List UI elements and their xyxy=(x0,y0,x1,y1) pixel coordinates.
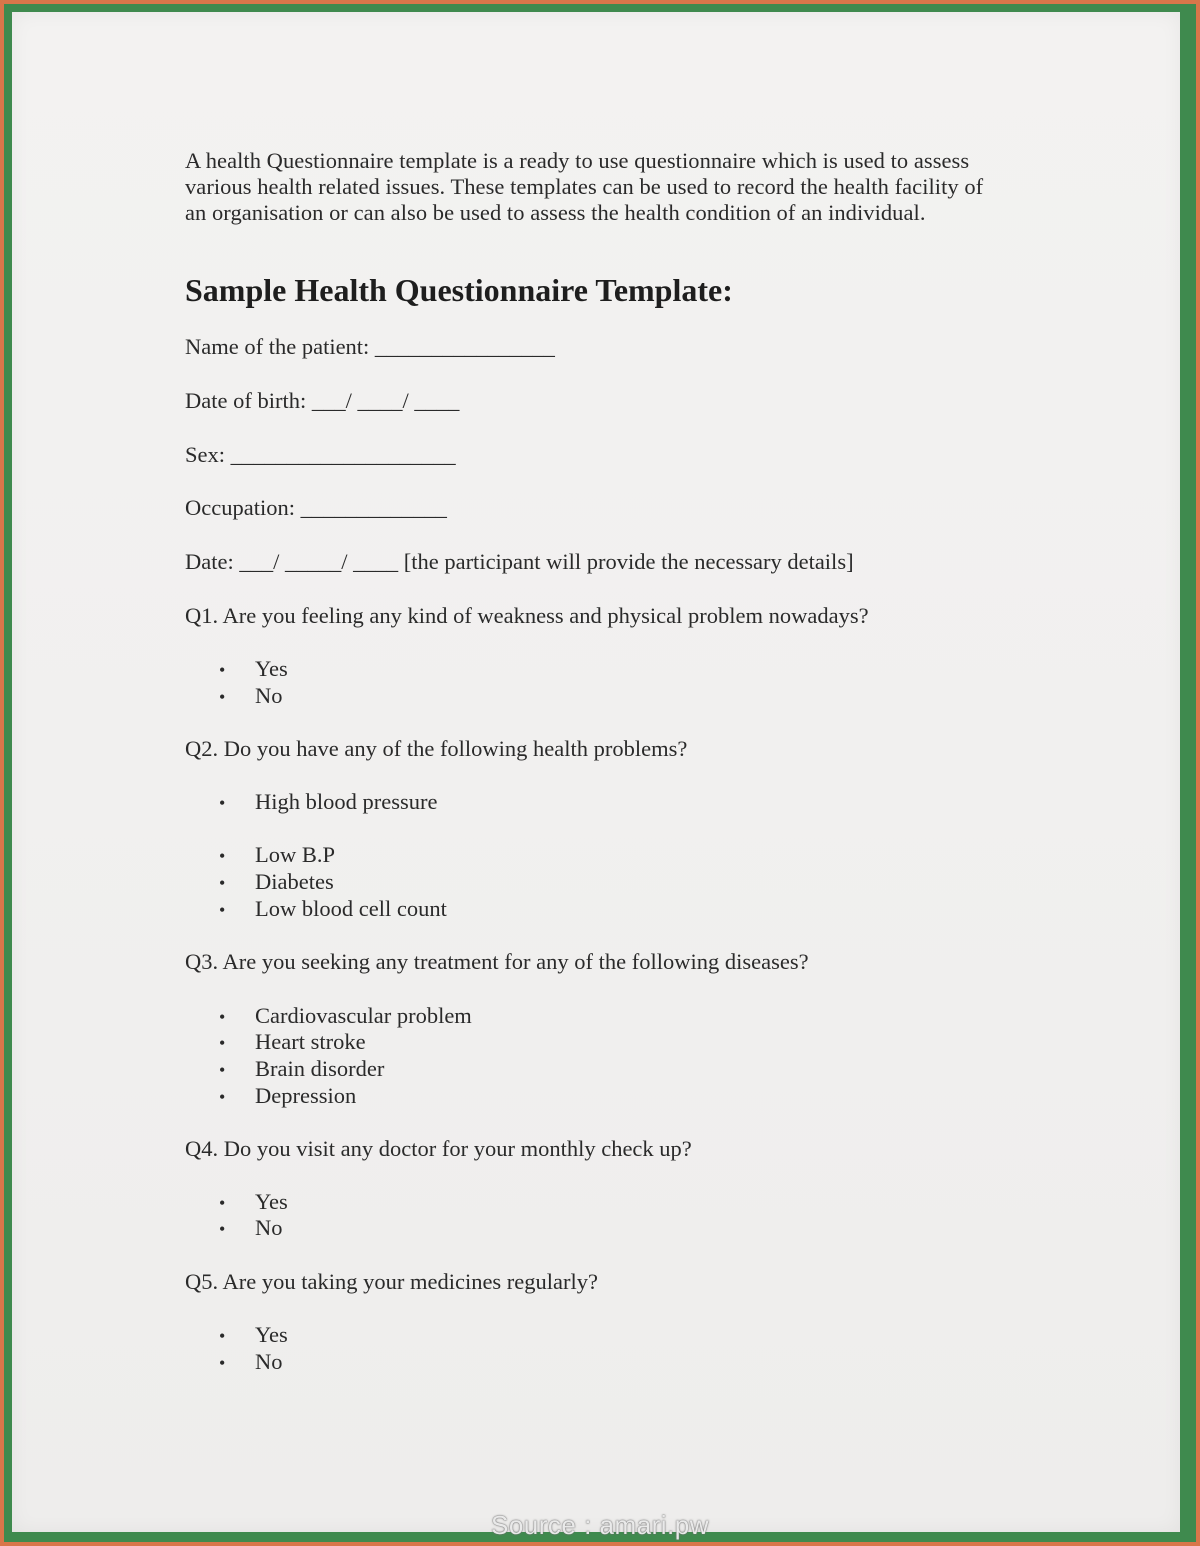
source-watermark: Source : amari.pw xyxy=(490,1510,710,1540)
question-5: Q5. Are you taking your medicines regularly? xyxy=(185,1269,599,1294)
list-item xyxy=(219,1215,283,1242)
option-label: Diabetes xyxy=(255,869,334,894)
option-label: Depression xyxy=(255,1083,357,1108)
option-label: High blood pressure xyxy=(255,789,438,814)
option-label: Heart stroke xyxy=(255,1029,366,1054)
document-page xyxy=(12,12,1180,1532)
field-occupation: Occupation: _____________ xyxy=(185,495,447,520)
bullet-icon: • xyxy=(219,687,226,707)
list-item xyxy=(219,896,447,923)
intro-line: an organisation or can also be used to assess the health condition of an individual. xyxy=(185,200,926,225)
question-2: Q2. Do you have any of the following health problems? xyxy=(185,736,688,761)
option-label: No xyxy=(255,1215,283,1240)
intro-line: various health related issues. These templates can be used to record the health facility of xyxy=(185,174,984,199)
bullet-icon: • xyxy=(219,846,226,866)
question-1: Q1. Are you feeling any kind of weakness and physical problem nowadays? xyxy=(185,603,869,628)
bullet-icon: • xyxy=(219,873,226,893)
option-label: Cardiovascular problem xyxy=(255,1003,472,1028)
list-item xyxy=(219,842,335,869)
option-label: Low B.P xyxy=(255,842,336,867)
bullet-icon: • xyxy=(219,1193,226,1213)
bullet-icon: • xyxy=(219,1326,226,1346)
bullet-icon: • xyxy=(219,1007,226,1027)
bullet-icon: • xyxy=(219,1060,226,1080)
document-content xyxy=(185,148,1015,1374)
page-title: Sample Health Questionnaire Template: xyxy=(185,272,733,308)
bullet-icon: • xyxy=(219,1087,226,1107)
bullet-icon: • xyxy=(219,1033,226,1053)
field-patient-name: Name of the patient: ________________ xyxy=(185,334,555,359)
list-item xyxy=(219,1056,384,1083)
option-label: No xyxy=(255,1349,283,1374)
field-date: Date: ___/ _____/ ____ [the participant will provide the necessary details] xyxy=(185,549,854,574)
list-item xyxy=(219,683,283,710)
list-item xyxy=(219,1083,356,1110)
list-item xyxy=(219,1003,472,1030)
list-item xyxy=(219,1349,283,1376)
list-item xyxy=(219,656,288,683)
question-3: Q3. Are you seeking any treatment for any of the following diseases? xyxy=(185,949,809,974)
option-label: Yes xyxy=(255,1322,288,1347)
field-sex: Sex: ____________________ xyxy=(185,442,456,467)
option-label: Low blood cell count xyxy=(255,896,447,921)
option-label: Yes xyxy=(255,656,288,681)
question-4: Q4. Do you visit any doctor for your monthly check up? xyxy=(185,1136,692,1161)
bullet-icon: • xyxy=(219,1353,226,1373)
list-item xyxy=(219,1029,366,1056)
bullet-icon: • xyxy=(219,900,226,920)
bullet-icon: • xyxy=(219,793,226,813)
list-item xyxy=(219,789,437,816)
field-date-of-birth: Date of birth: ___/ ____/ ____ xyxy=(185,388,460,413)
option-label: No xyxy=(255,683,283,708)
list-item xyxy=(219,869,334,896)
intro-paragraph xyxy=(185,148,1015,226)
list-item xyxy=(219,1189,288,1216)
option-label: Brain disorder xyxy=(255,1056,385,1081)
bullet-icon: • xyxy=(219,660,226,680)
intro-line: A health Questionnaire template is a ready to use questionnaire which is used to assess xyxy=(185,148,970,173)
list-item xyxy=(219,1322,288,1349)
bullet-icon: • xyxy=(219,1219,226,1239)
option-label: Yes xyxy=(255,1189,288,1214)
